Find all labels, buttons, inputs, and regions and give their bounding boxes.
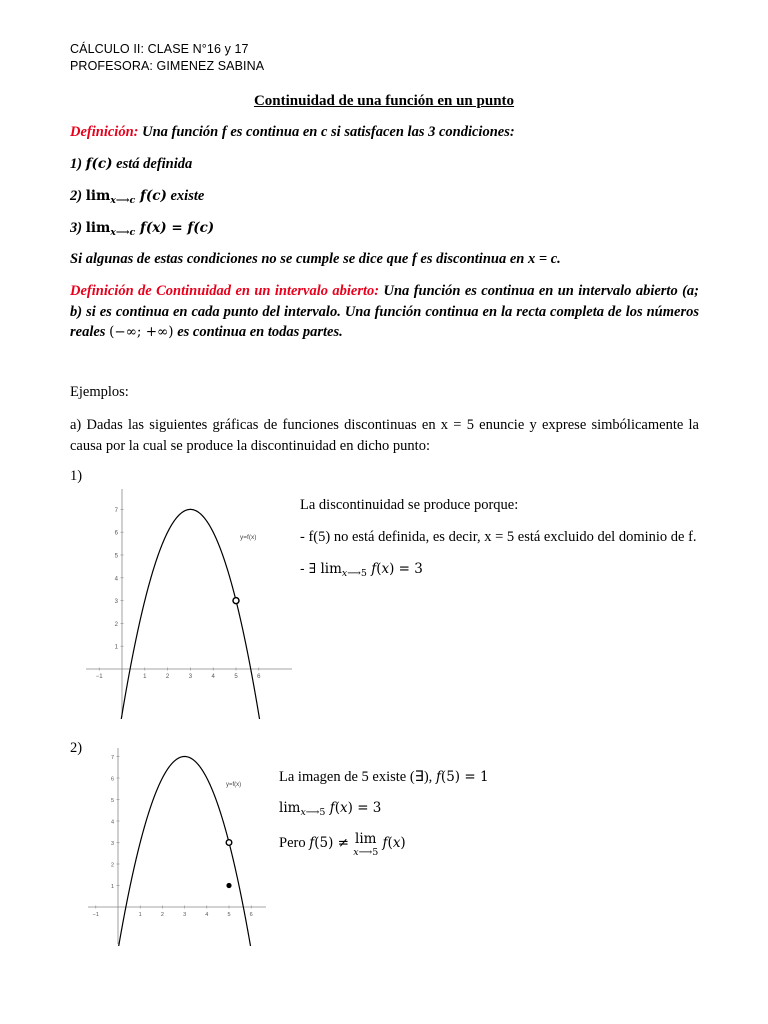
y-tick-label: 3 (114, 599, 118, 606)
condition-math: 𝒇(𝒄) (135, 188, 167, 204)
interval-definition-text: Una función es continua en un intervalo abierto (a; b) si es continua en cada punto del intervalo. Una función continua en la recta completa de los números reales (70, 283, 700, 340)
example-1-line-1: La discontinuidad se produce porque: (300, 497, 519, 513)
y-tick-label: 5 (114, 553, 118, 560)
image-value: 𝑓(5) = 1 (435, 769, 489, 785)
y-tick-label: 4 (114, 576, 118, 583)
y-tick-label: 6 (110, 776, 114, 783)
limit-operator: lim (279, 800, 301, 816)
limit-subscript: 𝑥⟶5 (353, 847, 379, 858)
condition-math: 𝒇(𝒄) (85, 156, 113, 172)
limit-operator: lim (85, 220, 111, 236)
y-tick-label: 7 (114, 507, 118, 514)
x-tick-label: −1 (92, 912, 99, 918)
limit-operator: lim (320, 561, 342, 577)
y-tick-label: 1 (110, 884, 114, 890)
graph-2 (88, 746, 268, 946)
limit-subscript: 𝑥⟶5 (341, 568, 367, 579)
limit-operator: lim (85, 188, 111, 204)
function-label: y=f(x) (240, 534, 257, 541)
x-tick-label: 3 (188, 674, 193, 680)
condition-text: existe (166, 188, 205, 204)
not-exists-symbol: - ∃ (300, 561, 321, 577)
interval-definition-label: Definición de Continuidad en un intervalo abierto: (70, 283, 380, 299)
example-2-line-3 (279, 833, 699, 859)
x-tick-label: 3 (183, 912, 187, 918)
inequality-left: 𝑓(5) ≠ (309, 835, 354, 851)
limit-subscript: 𝑥⟶5 (300, 807, 326, 818)
interval-definition-tail: es continua en todas partes. (173, 324, 343, 340)
example-2-text (279, 767, 699, 859)
x-tick-label: 5 (234, 674, 238, 680)
teacher-header: PROFESORA: GIMENEZ SABINA (70, 59, 265, 73)
image-exists-text: La imagen de 5 existe (∃), (279, 769, 436, 785)
limit-expression: 𝑓(𝑥) = 3 (366, 561, 423, 577)
graph-1 (86, 487, 301, 719)
x-tick-label: 4 (205, 912, 209, 918)
exercise-statement: a) Dadas las siguientes gráficas de funciones discontinuas en x = 5 enuncie y exprese simbólicamente la causa por la cual se produce la discontinuidad en dicho punto: (70, 417, 699, 454)
y-tick-label: 3 (110, 841, 114, 847)
x-tick-label: 2 (160, 912, 164, 918)
definition-label: Definición: (70, 124, 139, 140)
x-tick-label: −1 (95, 674, 103, 680)
condition-1 (70, 156, 192, 173)
definition-text: Una función f es continua en c si satisfacen las 3 condiciones: (138, 124, 515, 140)
condition-3 (70, 220, 214, 238)
function-label: y=f(x) (226, 782, 242, 788)
condition-number: 2) (70, 188, 86, 204)
condition-2 (70, 188, 204, 206)
example-1-number: 1) (70, 468, 83, 484)
x-tick-label: 1 (143, 674, 147, 680)
graph-2-axes (88, 748, 266, 944)
example-1-text (300, 495, 700, 584)
condition-text: está definida (112, 156, 193, 172)
example-1-line-2: - f(5) no está definida, es decir, x = 5 está excluido del dominio de f. (300, 529, 697, 545)
x-tick-label: 1 (138, 912, 142, 918)
definition-line (70, 124, 515, 141)
open-point (233, 598, 239, 604)
example-2-line-2 (279, 798, 699, 823)
examples-heading: Ejemplos: (70, 384, 129, 400)
y-tick-label: 1 (114, 644, 118, 651)
y-tick-label: 2 (110, 862, 114, 869)
but-text: Pero (279, 835, 310, 851)
limit-subscript: 𝒙⟶𝒄 (110, 195, 136, 206)
condition-math: 𝒇(𝒙) = 𝒇(𝒄) (135, 220, 215, 236)
limit-expression: 𝑓(𝑥) = 3 (325, 800, 382, 816)
discontinuity-note: Si algunas de estas condiciones no se cumple se dice que f es discontinua en x = c. (70, 251, 561, 267)
condition-number: 3) (70, 220, 86, 236)
limit-subscript: 𝒙⟶𝒄 (110, 227, 136, 238)
limit-operator: lim (355, 831, 377, 847)
example-1-line-3 (300, 559, 700, 584)
x-tick-label: 5 (227, 912, 231, 918)
course-header: CÁLCULO II: CLASE N°16 y 17 (70, 42, 249, 56)
condition-number: 1) (70, 156, 86, 172)
page-title: Continuidad de una función en un punto (253, 93, 515, 109)
y-tick-label: 4 (110, 819, 114, 826)
x-tick-label: 2 (165, 674, 170, 680)
limit-expression: 𝑓(𝑥) (378, 835, 406, 851)
example-2-number: 2) (70, 740, 83, 756)
y-tick-label: 6 (114, 530, 118, 537)
x-tick-label: 6 (249, 912, 253, 918)
x-tick-label: 6 (257, 674, 261, 680)
y-tick-label: 7 (110, 755, 114, 761)
limit-stacked (353, 833, 378, 859)
x-tick-label: 4 (211, 674, 215, 680)
y-tick-label: 2 (114, 621, 118, 628)
real-line-interval: (−∞; +∞) (109, 324, 174, 340)
y-tick-label: 5 (110, 798, 114, 804)
open-point (226, 840, 232, 846)
example-2-line-1 (279, 767, 699, 788)
interval-definition (70, 281, 699, 343)
filled-point (226, 883, 231, 888)
